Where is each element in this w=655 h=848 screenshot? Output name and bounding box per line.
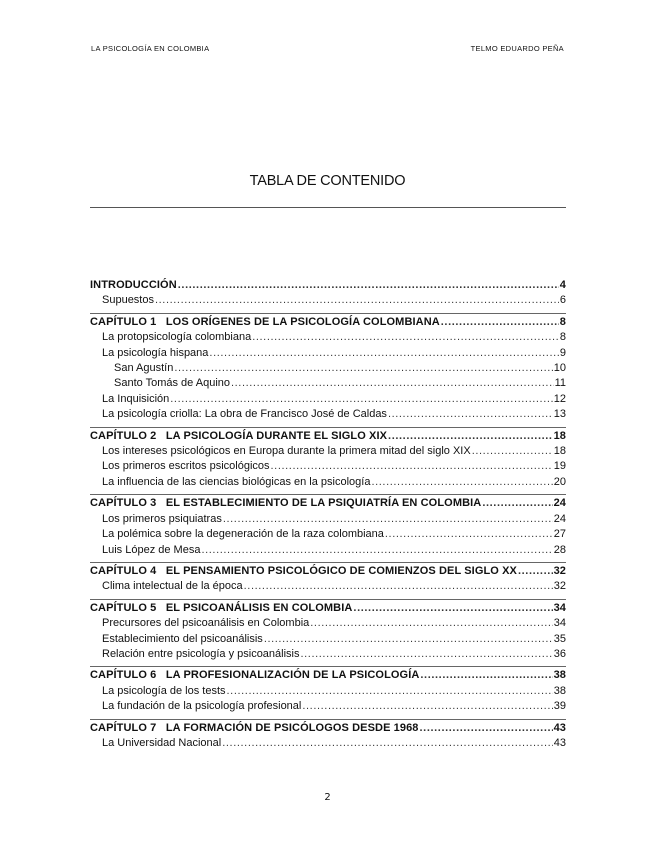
toc-dot-leader <box>231 376 554 391</box>
toc-dot-leader <box>170 392 552 407</box>
toc-dot-leader <box>209 346 558 361</box>
toc-entry-label: CAPÍTULO 1 LOS ORÍGENES DE LA PSICOLOGÍA COLOMBIANA <box>90 315 440 328</box>
toc-section-entry[interactable] <box>90 407 566 422</box>
toc-section-entry[interactable] <box>90 475 566 490</box>
toc-entry-page: 39 <box>553 700 566 713</box>
toc-dot-leader <box>518 564 553 579</box>
toc-dot-leader <box>174 361 552 376</box>
toc-section-entry[interactable] <box>90 699 566 714</box>
toc-dot-leader <box>155 293 559 308</box>
toc-dot-leader <box>353 601 552 616</box>
toc-dot-leader <box>388 407 553 422</box>
toc-entry-label: CAPÍTULO 4 EL PENSAMIENTO PSICOLÓGICO DE COMIENZOS DEL SIGLO XX <box>90 564 517 577</box>
title-divider <box>90 207 566 208</box>
toc-entry-page: 18 <box>553 429 566 442</box>
header-author: TELMO EDUARDO PEÑA <box>470 44 564 53</box>
toc-dot-leader <box>472 444 553 459</box>
toc-chapter-entry[interactable] <box>90 599 566 616</box>
toc-section-entry[interactable] <box>90 632 566 647</box>
toc-entry-label: Relación entre psicología y psicoanálisis <box>102 647 300 660</box>
toc-entry-label: La polémica sobre la degeneración de la raza colombiana <box>102 528 384 541</box>
toc-entry-label: CAPÍTULO 3 EL ESTABLECIMIENTO DE LA PSIQUIATRÍA EN COLOMBIA <box>90 497 482 510</box>
toc-dot-leader <box>222 736 553 751</box>
toc-section-entry[interactable] <box>90 361 566 376</box>
toc-entry-page: 20 <box>553 475 566 488</box>
toc-entry-page: 10 <box>553 362 566 375</box>
toc-entry-page: 6 <box>559 294 566 307</box>
toc-entry-label: Santo Tomás de Aquino <box>114 377 230 390</box>
toc-entry-page: 34 <box>553 617 566 630</box>
toc-entry-label: Clima intelectual de la época <box>102 580 243 593</box>
toc-entry-label: Supuestos <box>102 294 154 307</box>
toc-section-entry[interactable] <box>90 647 566 662</box>
toc-dot-leader <box>385 527 553 542</box>
toc-dot-leader <box>201 543 552 558</box>
toc-dot-leader <box>482 496 552 511</box>
toc-entry-label: La psicología hispana <box>102 346 209 359</box>
toc-dot-leader <box>388 429 553 444</box>
toc-dot-leader <box>441 315 559 330</box>
toc-dot-leader <box>301 647 553 662</box>
table-of-contents <box>90 278 566 751</box>
toc-section-entry[interactable] <box>90 459 566 474</box>
toc-entry-label: San Agustín <box>114 362 174 375</box>
toc-entry-page: 8 <box>559 331 566 344</box>
toc-dot-leader <box>271 459 553 474</box>
toc-entry-page: 32 <box>553 580 566 593</box>
toc-entry-page: 43 <box>553 721 566 734</box>
toc-section-entry[interactable] <box>90 512 566 527</box>
toc-entry-page: 12 <box>553 392 566 405</box>
toc-entry-page: 19 <box>553 460 566 473</box>
toc-dot-leader <box>420 668 552 683</box>
toc-section-entry[interactable] <box>90 579 566 594</box>
toc-section-entry[interactable] <box>90 543 566 558</box>
toc-entry-page: 24 <box>553 512 566 525</box>
toc-entry-label: Los primeros psiquiatras <box>102 512 222 525</box>
toc-entry-label: Los intereses psicológicos en Europa durante la primera mitad del siglo XIX <box>102 445 471 458</box>
toc-chapter-entry[interactable] <box>90 313 566 330</box>
toc-entry-page: 27 <box>553 528 566 541</box>
toc-entry-label: INTRODUCCIÓN <box>90 279 177 291</box>
toc-entry-label: CAPÍTULO 7 LA FORMACIÓN DE PSICÓLOGOS DESDE 1968 <box>90 721 419 734</box>
toc-entry-label: Establecimiento del psicoanálisis <box>102 632 263 645</box>
page-number: 2 <box>324 792 331 803</box>
toc-dot-leader <box>302 699 552 714</box>
toc-section-entry[interactable] <box>90 346 566 361</box>
toc-entry-label: CAPÍTULO 5 EL PSICOANÁLISIS EN COLOMBIA <box>90 601 353 614</box>
toc-section-entry[interactable] <box>90 376 566 391</box>
toc-section-entry[interactable] <box>90 616 566 631</box>
toc-section-entry[interactable] <box>90 293 566 308</box>
toc-dot-leader <box>371 475 552 490</box>
toc-entry-page: 4 <box>559 279 566 291</box>
toc-dot-leader <box>223 512 553 527</box>
toc-entry-page: 9 <box>559 346 566 359</box>
toc-chapter-entry[interactable] <box>90 719 566 736</box>
toc-chapter-entry[interactable] <box>90 427 566 444</box>
toc-entry-page: 32 <box>553 564 566 577</box>
toc-entry-label: Los primeros escritos psicológicos <box>102 460 270 473</box>
toc-dot-leader <box>178 278 559 293</box>
toc-entry-page: 8 <box>559 315 566 328</box>
toc-entry-page: 36 <box>553 647 566 660</box>
header-book-title: LA PSICOLOGÍA EN COLOMBIA <box>91 44 210 53</box>
toc-entry-label: La Universidad Nacional <box>102 736 222 749</box>
toc-chapter-entry[interactable] <box>90 278 566 293</box>
toc-section-entry[interactable] <box>90 330 566 345</box>
toc-chapter-entry[interactable] <box>90 666 566 683</box>
toc-dot-leader <box>244 579 553 594</box>
toc-chapter-entry[interactable] <box>90 562 566 579</box>
toc-entry-page: 13 <box>553 408 566 421</box>
toc-section-entry[interactable] <box>90 444 566 459</box>
toc-entry-page: 11 <box>554 377 566 390</box>
toc-dot-leader <box>227 684 553 699</box>
toc-entry-label: La psicología criolla: La obra de Francisco José de Caldas <box>102 408 387 421</box>
toc-dot-leader <box>264 632 553 647</box>
running-header <box>91 44 564 56</box>
toc-dot-leader <box>310 616 552 631</box>
toc-entry-label: La psicología de los tests <box>102 684 226 697</box>
toc-section-entry[interactable] <box>90 392 566 407</box>
toc-entry-label: La protopsicología colombiana <box>102 331 252 344</box>
toc-entry-label: La influencia de las ciencias biológicas en la psicología <box>102 475 371 488</box>
toc-entry-page: 38 <box>553 684 566 697</box>
toc-chapter-entry[interactable] <box>90 494 566 511</box>
toc-entry-page: 34 <box>553 601 566 614</box>
toc-section-entry[interactable] <box>90 736 566 751</box>
toc-entry-page: 35 <box>553 632 566 645</box>
toc-entry-page: 18 <box>553 445 566 458</box>
toc-dot-leader <box>252 330 559 345</box>
toc-entry-page: 24 <box>553 497 566 510</box>
toc-entry-label: Luis López de Mesa <box>102 543 201 556</box>
toc-section-entry[interactable] <box>90 684 566 699</box>
toc-entry-label: CAPÍTULO 2 LA PSICOLOGÍA DURANTE EL SIGLO XIX <box>90 429 388 442</box>
toc-entry-page: 43 <box>553 736 566 749</box>
toc-entry-label: Precursores del psicoanálisis en Colombia <box>102 617 310 630</box>
toc-section-entry[interactable] <box>90 527 566 542</box>
toc-entry-page: 38 <box>553 669 566 682</box>
toc-dot-leader <box>420 721 553 736</box>
toc-entry-label: La fundación de la psicología profesional <box>102 700 302 713</box>
toc-entry-label: La Inquisición <box>102 392 170 405</box>
toc-entry-page: 28 <box>553 543 566 556</box>
toc-entry-label: CAPÍTULO 6 LA PROFESIONALIZACIÓN DE LA PSICOLOGÍA <box>90 669 420 682</box>
page-title: TABLA DE CONTENIDO <box>249 173 406 189</box>
